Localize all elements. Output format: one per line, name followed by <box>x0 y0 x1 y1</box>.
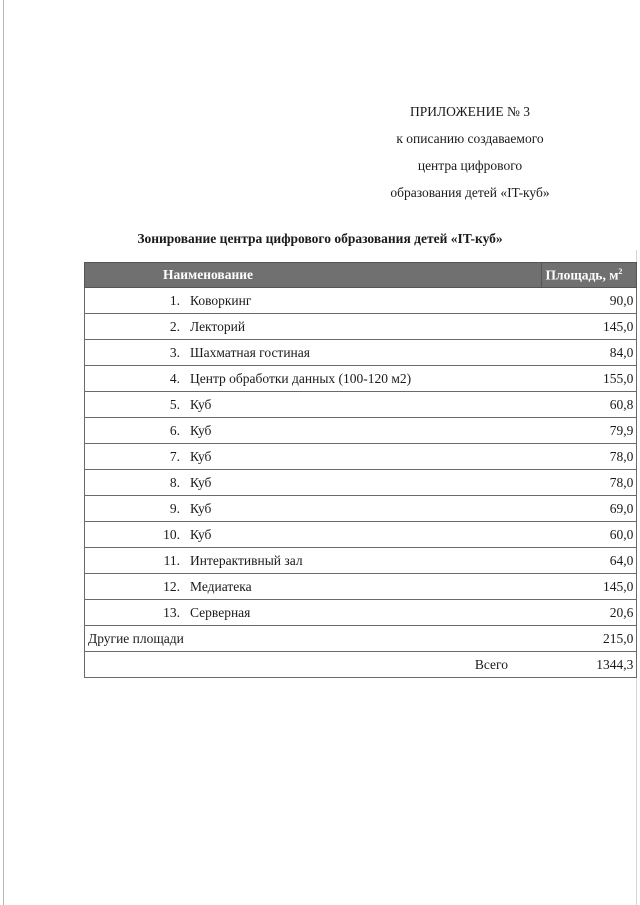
zone-name-cell <box>85 444 542 470</box>
row-number: 5. <box>169 396 180 412</box>
zone-name: Куб <box>190 526 212 542</box>
zone-name: Куб <box>190 474 212 490</box>
zone-name-cell <box>85 418 542 444</box>
table-row <box>85 470 637 496</box>
row-number: 8. <box>169 474 180 490</box>
table-row-total <box>85 652 637 678</box>
total-label: Всего <box>474 656 508 672</box>
row-number: 10. <box>163 526 180 542</box>
appendix-subtitle-line: к описанию создаваемого <box>396 131 544 146</box>
table-row <box>85 392 637 418</box>
table-row <box>85 496 637 522</box>
zone-area-cell: 60,0 <box>541 522 637 548</box>
appendix-header <box>360 98 580 206</box>
zone-name: Куб <box>190 396 212 412</box>
table-body <box>85 288 637 678</box>
zone-name-cell <box>85 470 542 496</box>
column-header-name: Наименование <box>85 263 542 288</box>
zone-area-cell: 145,0 <box>541 574 637 600</box>
row-number: 1. <box>169 292 180 308</box>
zone-area-cell: 79,9 <box>541 418 637 444</box>
document-title: Зонирование центра цифрового образования детей «IT-куб» <box>137 231 503 246</box>
zone-area-cell: 69,0 <box>541 496 637 522</box>
zone-name: Куб <box>190 448 212 464</box>
zone-name: Куб <box>190 500 212 516</box>
zone-name-cell <box>85 340 542 366</box>
zone-name-cell <box>85 548 542 574</box>
zone-area-cell: 90,0 <box>541 288 637 314</box>
table-row <box>85 418 637 444</box>
table-row <box>85 548 637 574</box>
zoning-table <box>84 262 637 678</box>
zone-area-cell: 155,0 <box>541 366 637 392</box>
scan-edge-line <box>3 0 4 905</box>
zone-name: Серверная <box>190 604 251 620</box>
total-value: 1344,3 <box>541 652 637 678</box>
table-row <box>85 600 637 626</box>
row-number: 4. <box>169 370 180 386</box>
zone-name: Шахматная гостиная <box>190 344 310 360</box>
zone-name-cell <box>85 366 542 392</box>
row-number: 3. <box>169 344 180 360</box>
zone-area-cell: 20,6 <box>541 600 637 626</box>
total-label-cell <box>85 652 542 678</box>
table-row <box>85 314 637 340</box>
table-row <box>85 340 637 366</box>
column-header-area-label: Площадь, м <box>545 267 619 283</box>
table-row <box>85 574 637 600</box>
zone-name-cell <box>85 314 542 340</box>
appendix-number: ПРИЛОЖЕНИЕ № 3 <box>409 104 531 119</box>
zone-name-cell <box>85 288 542 314</box>
zone-name-cell <box>85 574 542 600</box>
zone-area-cell: 78,0 <box>541 444 637 470</box>
table-header-row <box>85 263 637 288</box>
row-number: 2. <box>169 318 180 334</box>
zone-name-cell <box>85 522 542 548</box>
zone-area-cell: 84,0 <box>541 340 637 366</box>
row-number: 11. <box>163 552 180 568</box>
zone-name-cell <box>85 496 542 522</box>
zone-area-cell: 60,8 <box>541 392 637 418</box>
zone-name: Лекторий <box>190 318 246 334</box>
zone-name: Центр обработки данных (100-120 м2) <box>190 370 412 386</box>
zone-name: Куб <box>190 422 212 438</box>
zone-name-cell <box>85 600 542 626</box>
zone-name-cell <box>85 392 542 418</box>
zone-name: Коворкинг <box>190 292 252 308</box>
other-areas-value: 215,0 <box>541 626 637 652</box>
column-header-area-sup: 2 <box>618 266 623 276</box>
table-row <box>85 444 637 470</box>
table-row <box>85 366 637 392</box>
zone-area-cell: 78,0 <box>541 470 637 496</box>
row-number: 12. <box>163 578 180 594</box>
appendix-subtitle-line: центра цифрового <box>417 158 523 173</box>
column-header-area <box>541 263 637 288</box>
zone-name: Интерактивный зал <box>190 552 303 568</box>
other-areas-label: Другие площади <box>85 626 542 652</box>
appendix-subtitle-line: образования детей «IT-куб» <box>390 185 550 200</box>
row-number: 6. <box>169 422 180 438</box>
table-row <box>85 288 637 314</box>
zone-area-cell: 145,0 <box>541 314 637 340</box>
zone-area-cell: 64,0 <box>541 548 637 574</box>
table-row-other <box>85 626 637 652</box>
zone-name: Медиатека <box>190 578 252 594</box>
row-number: 13. <box>163 604 180 620</box>
row-number: 9. <box>169 500 180 516</box>
row-number: 7. <box>169 448 180 464</box>
table-row <box>85 522 637 548</box>
